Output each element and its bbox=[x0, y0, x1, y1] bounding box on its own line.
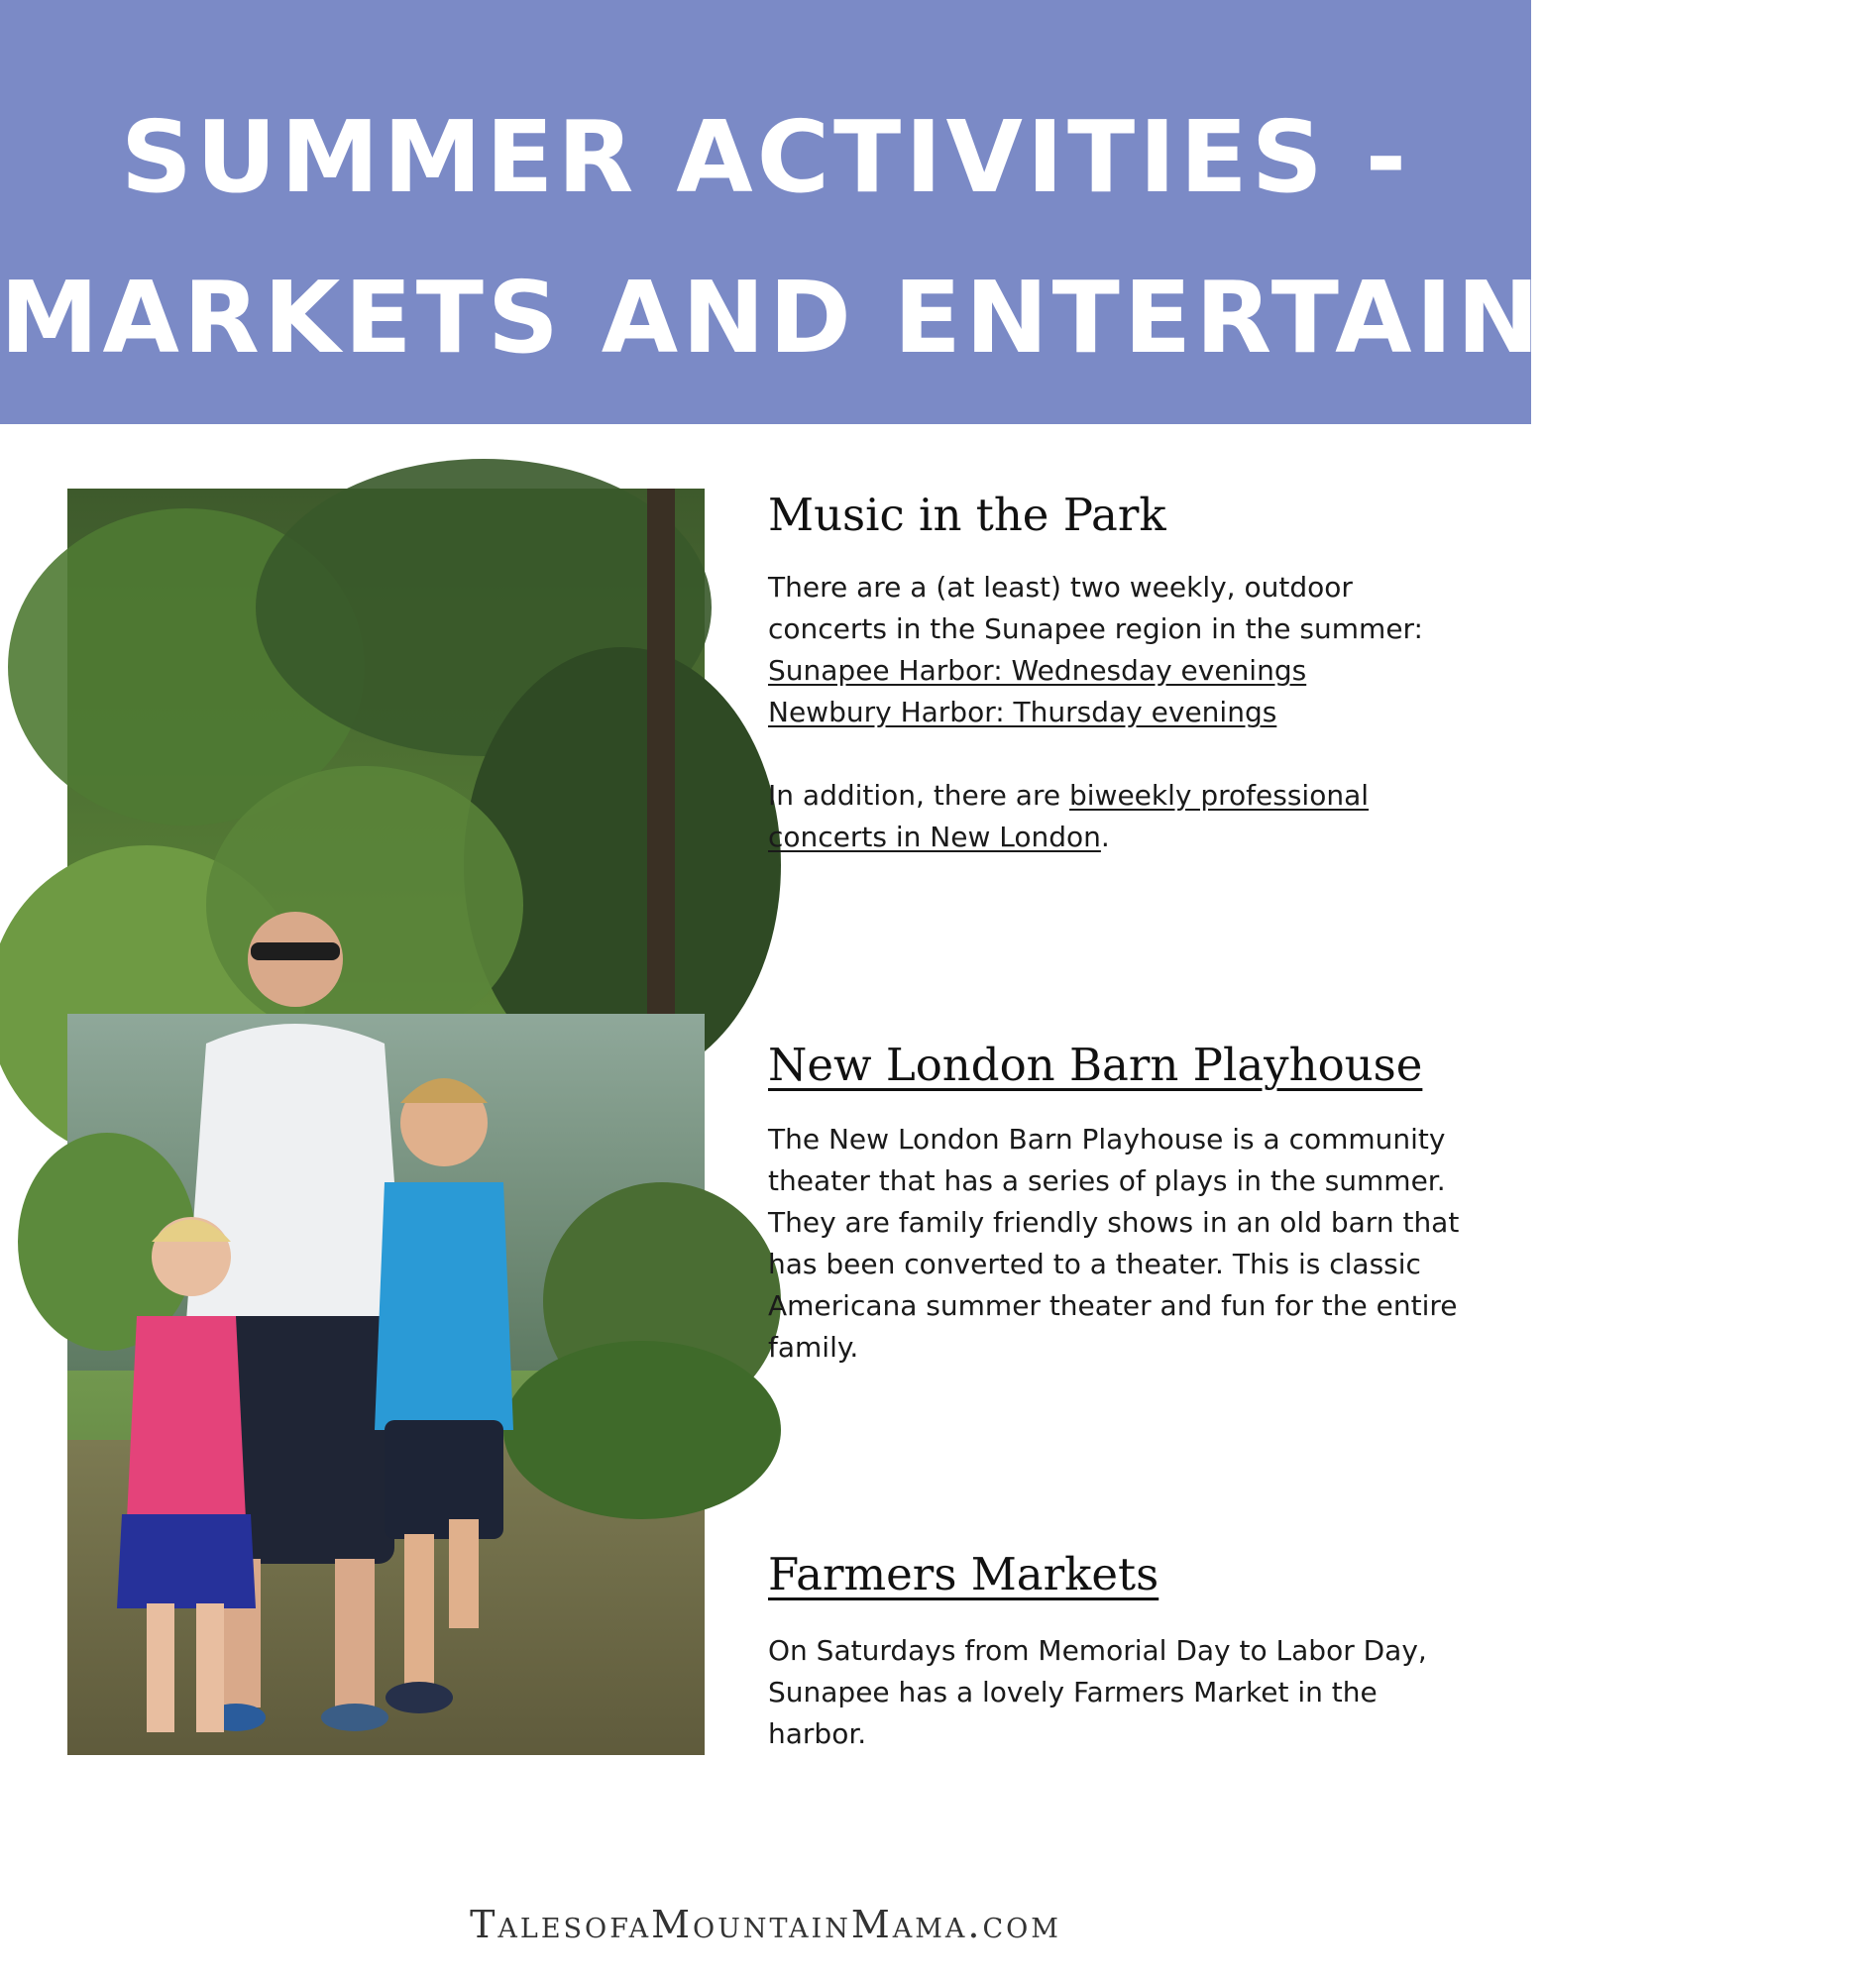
playhouse-line: Americana summer theater and fun for the entire bbox=[768, 1289, 1458, 1322]
playhouse-section bbox=[768, 1038, 1501, 1369]
biweekly-concerts-link-part-2[interactable]: concerts in New London bbox=[768, 821, 1101, 853]
farmers-line: On Saturdays from Memorial Day to Labor Day, bbox=[768, 1634, 1427, 1667]
sunapee-harbor-link[interactable]: Sunapee Harbor: Wednesday evenings bbox=[768, 654, 1307, 687]
biweekly-concerts-link-part-1[interactable]: biweekly professional bbox=[1068, 779, 1370, 812]
music-title: Music in the Park bbox=[768, 489, 1166, 541]
music-addition-period: . bbox=[1100, 821, 1110, 853]
playhouse-line: theater that has a series of plays in the summer. bbox=[768, 1164, 1446, 1197]
music-intro-line-1: There are a (at least) two weekly, outdoor bbox=[768, 571, 1353, 604]
page-title-line-2: MARKETS AND ENTERTAINMENT bbox=[0, 260, 1876, 376]
playhouse-title[interactable]: New London Barn Playhouse bbox=[768, 1039, 1423, 1091]
family-photo bbox=[67, 489, 705, 1755]
playhouse-body bbox=[768, 1119, 1501, 1369]
farmers-section bbox=[768, 1547, 1501, 1755]
footer-site-name: TalesofaMountainMama.com bbox=[470, 1903, 1061, 1946]
music-intro-line-2: concerts in the Sunapee region in the summer: bbox=[768, 612, 1423, 645]
farmers-body bbox=[768, 1630, 1501, 1755]
music-body bbox=[768, 567, 1501, 858]
farmers-line: harbor. bbox=[768, 1717, 867, 1750]
farmers-title[interactable]: Farmers Markets bbox=[768, 1548, 1159, 1600]
playhouse-line: has been converted to a theater. This is classic bbox=[768, 1248, 1421, 1280]
music-addition-text: In addition, there are bbox=[768, 779, 1069, 812]
page-title bbox=[0, 77, 1876, 398]
playhouse-line: They are family friendly shows in an old barn that bbox=[768, 1206, 1460, 1239]
newbury-harbor-link[interactable]: Newbury Harbor: Thursday evenings bbox=[768, 696, 1277, 728]
playhouse-line: family. bbox=[768, 1331, 859, 1364]
music-section bbox=[768, 488, 1501, 858]
farmers-line: Sunapee has a lovely Farmers Market in the bbox=[768, 1676, 1378, 1708]
page-title-line-1: SUMMER ACTIVITIES - bbox=[120, 99, 1411, 215]
family-photo-illustration bbox=[67, 489, 705, 1755]
playhouse-line: The New London Barn Playhouse is a community bbox=[768, 1123, 1446, 1156]
